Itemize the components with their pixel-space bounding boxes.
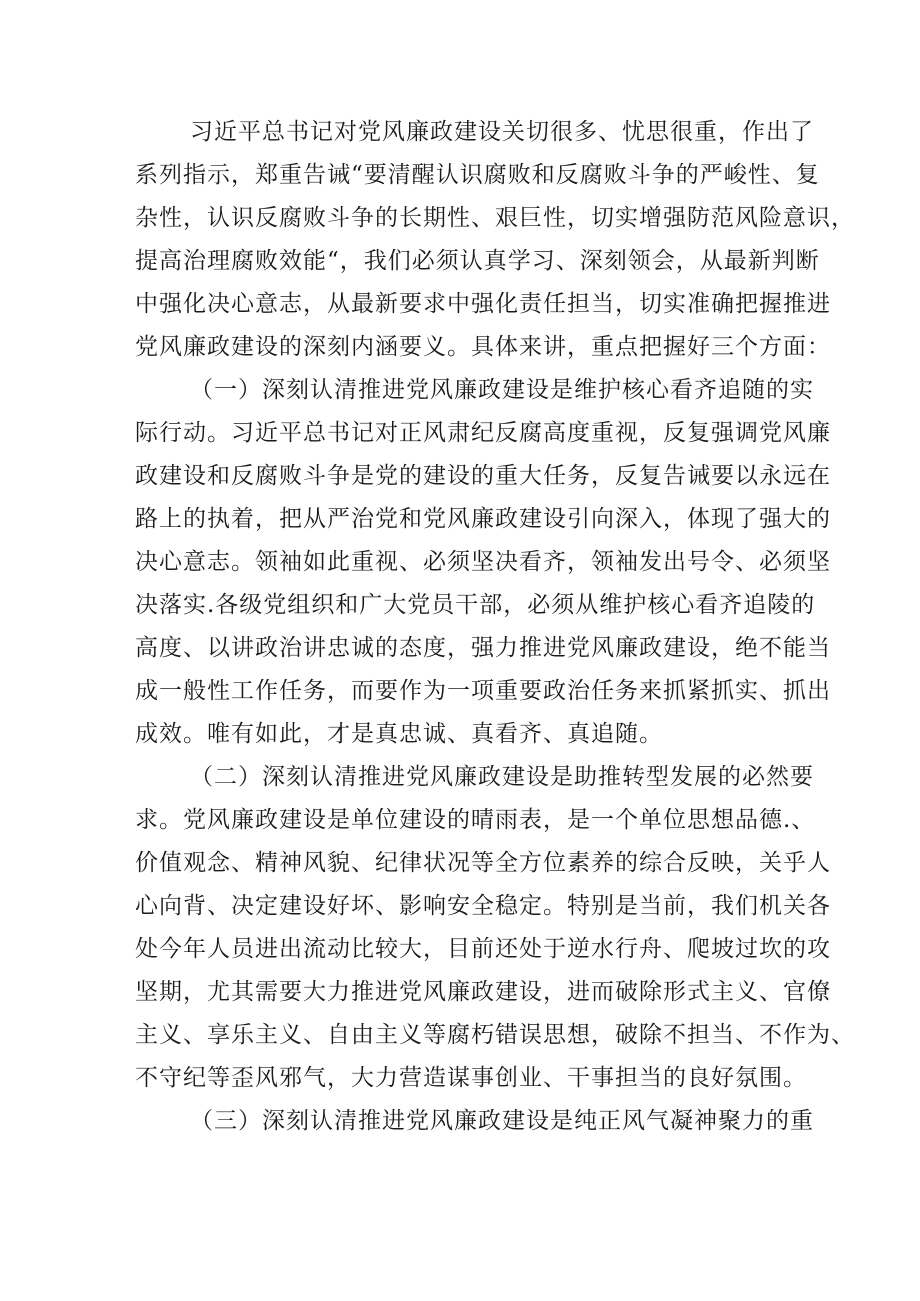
- section-two-line-4: 心向背、决定建设好坏、影响安全稳定。特别是当前，我们机关各: [135, 893, 831, 919]
- section-one-line-8: 成一般性工作任务，而要作为一项重要政治任务来抓紧抓实、抓出: [135, 678, 831, 704]
- section-one-line-1: （一）深刻认清推进党风廉政建设是维护核心看齐追随的实: [190, 377, 814, 403]
- section-one-line-4: 路上的执着，把从严治党和党风廉政建设引向深入，体现了强大的: [135, 506, 831, 532]
- section-one-line-2: 际行动。习近平总书记对正风肃纪反腐高度重视，反复强调党风廉: [135, 420, 831, 446]
- section-three-line-1: （三）深刻认清推进党风廉政建设是纯正风气凝神聚力的重: [190, 1108, 814, 1134]
- section-one-line-7: 高度、以讲政治讲忠诚的态度，强力推进党风廉政建设，绝不能当: [135, 635, 831, 661]
- section-one-line-3: 政建设和反腐败斗争是党的建设的重大任务，反复告诫要以永远在: [135, 463, 831, 489]
- paragraph-intro-line-2: 系列指示，郑重告诫“要清醒认识腐败和反腐败斗争的严峻性、复: [135, 162, 820, 188]
- section-two-line-1: （二）深刻认清推进党风廉政建设是助推转型发展的必然要: [190, 764, 814, 790]
- section-two-line-7: 主义、享乐主义、自由主义等腐朽错误思想，破除不担当、不作为、: [135, 1022, 855, 1048]
- paragraph-intro-line-4: 提高治理腐败效能“，我们必须认真学习、深刻领会，从最新判断: [135, 248, 820, 274]
- section-two-line-2: 求。党风廉政建设是单位建设的晴雨表，是一个单位思想品德.、: [135, 807, 816, 833]
- section-one-line-5: 决心意志。领袖如此重视、必须坚决看齐，领袖发出号令、必须坚: [135, 549, 831, 575]
- section-two-line-6: 坚期，尤其需要大力推进党风廉政建设，进而破除形式主义、官僚: [135, 979, 831, 1005]
- paragraph-intro-line-3: 杂性，认识反腐败斗争的长期性、艰巨性，切实增强防范风险意识，: [135, 205, 855, 231]
- section-one-line-6: 决落实.各级党组织和广大党员干部，必须从维护核心看齐追陵的: [135, 592, 816, 618]
- section-two-line-3: 价值观念、精神风貌、纪律状况等全方位素养的综合反映，关乎人: [135, 850, 831, 876]
- section-two-line-5: 处今年人员进出流动比较大，目前还处于逆水行舟、爬坡过坎的攻: [135, 936, 831, 962]
- paragraph-intro-line-6: 党风廉政建设的深刻内涵要义。具体来讲，重点把握好三个方面：: [135, 334, 831, 360]
- paragraph-intro-line-1: 习近平总书记对党风廉政建设关切很多、忧思很重，作出了: [190, 119, 814, 145]
- paragraph-intro-line-5: 中强化决心意志，从最新要求中强化责任担当，切实准确把握推进: [135, 291, 831, 317]
- section-one-line-9: 成效。唯有如此，才是真忠诚、真看齐、真追随。: [135, 721, 663, 747]
- section-two-line-8: 不守纪等歪风邪气，大力营造谋事创业、干事担当的良好氛围。: [135, 1065, 807, 1091]
